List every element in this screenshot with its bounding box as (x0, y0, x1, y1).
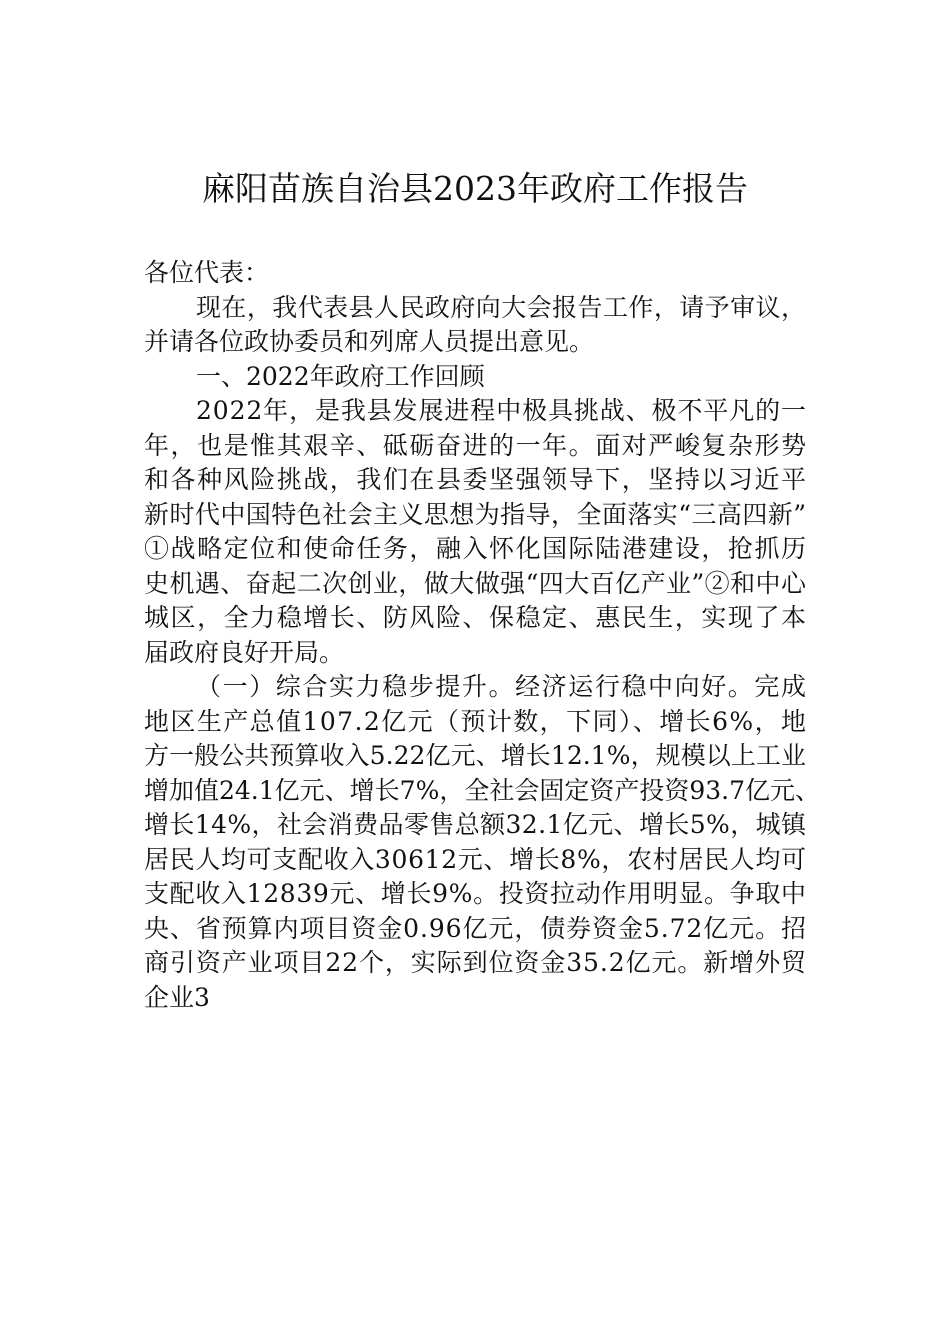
paragraph-line: 新时代中国特色社会主义思想为指导，全面落实“三高四新” (144, 499, 807, 529)
paragraph-line: 一、2022年政府工作回顾 (196, 361, 485, 391)
paragraph-line: 各位代表： (144, 258, 270, 287)
paragraph-line: 城区，全力稳增长、防风险、保稳定、惠民生，实现了本 (144, 603, 808, 632)
paragraph-line: 企业3 (144, 982, 210, 1012)
paragraph-line: 商引资产业项目22个，实际到位资金35.2亿元。新增外贸 (144, 948, 807, 977)
paragraph-line: 和各种风险挑战，我们在县委坚强领导下，坚持以习近平 (144, 465, 808, 494)
document-title: 麻阳苗族自治县2023年政府工作报告 (202, 169, 748, 208)
paragraph-line: 支配收入12839元、增长9%。投资拉动作用明显。争取中 (144, 879, 807, 908)
paragraph-line: 2022年，是我县发展进程中极具挑战、极不平凡的一 (196, 396, 807, 425)
paragraph-line: 届政府良好开局。 (144, 637, 345, 667)
paragraph-line: 现在，我代表县人民政府向大会报告工作，请予审议， (196, 292, 807, 322)
paragraph-line: 方一般公共预算收入5.22亿元、增长12.1%，规模以上工业 (144, 741, 807, 770)
paragraph-line: 地区生产总值107.2亿元（预计数，下同）、增长6%，地 (144, 706, 808, 736)
paragraph-line: 居民人均可支配收入30612元、增长8%，农村居民人均可 (144, 844, 807, 874)
paragraph-line: ①战略定位和使命任务，融入怀化国际陆港建设，抢抓历 (144, 534, 808, 563)
paragraph-line: 年，也是惟其艰辛、砥砺奋进的一年。面对严峻复杂形势 (144, 430, 808, 460)
paragraph-line: 央、省预算内项目资金0.96亿元，债券资金5.72亿元。招 (144, 913, 807, 943)
paragraph-line: 史机遇、奋起二次创业，做大做强“四大百亿产业”②和中心 (144, 568, 807, 598)
paragraph-line: （一）综合实力稳步提升。经济运行稳中向好。完成 (196, 672, 808, 701)
paragraph-line: 增长14%，社会消费品零售总额32.1亿元、增长5%，城镇 (144, 810, 807, 839)
document-body (144, 256, 820, 1015)
paragraph-line: 增加值24.1亿元、增长7%，全社会固定资产投资93.7亿元、 (144, 775, 820, 805)
paragraph-line: 并请各位政协委员和列席人员提出意见。 (144, 327, 595, 356)
